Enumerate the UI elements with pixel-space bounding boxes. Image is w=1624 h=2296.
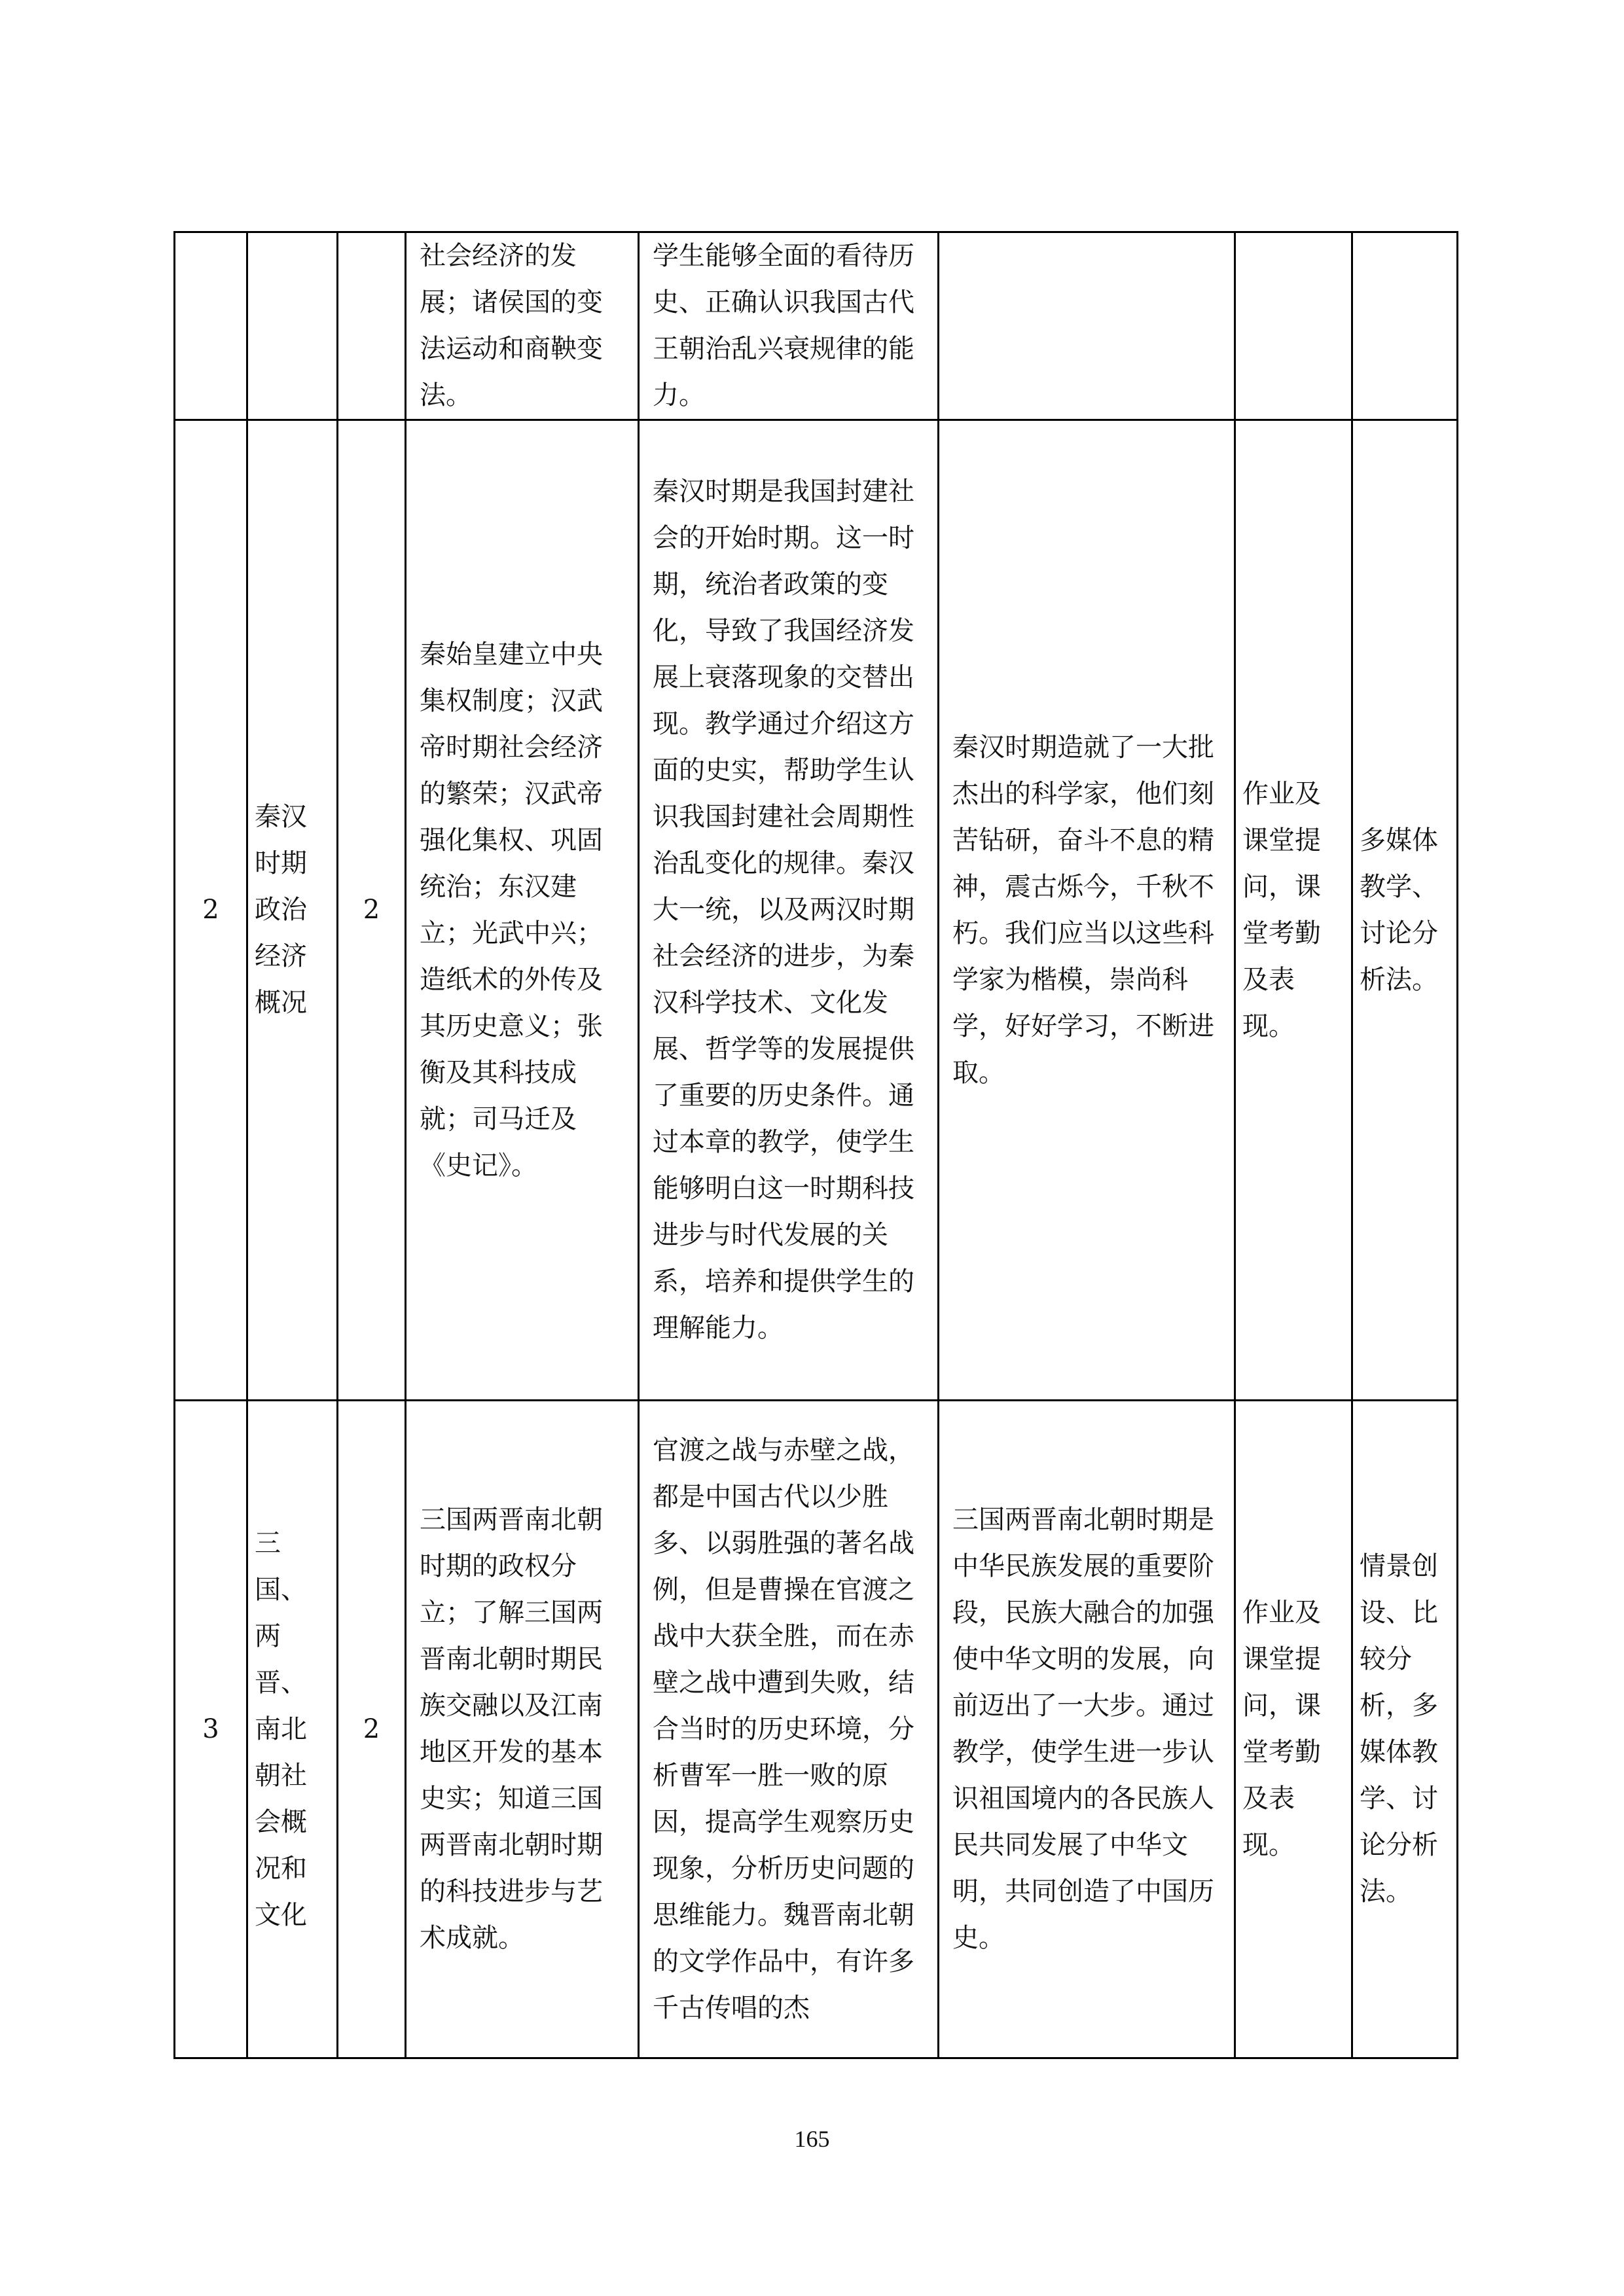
teaching-content-cell: 秦始皇建立中央集权制度；汉武帝时期社会经济的繁荣；汉武帝强化集权、巩固统治；东汉建立；光武中兴；造纸术的外传及其历史意义；张衡及其科技成就；司马迁及《史记》。 (406, 420, 639, 1401)
table-row (175, 420, 1458, 1401)
chapter-title-cell (247, 232, 338, 420)
table-row (175, 1401, 1458, 2058)
page-number: 165 (794, 2126, 830, 2152)
assessment-cell: 作业及课堂提问，课堂考勤及表现。 (1235, 420, 1352, 1401)
chapter-title-cell: 三国、两晋、南北朝社会概况和文化 (247, 1401, 338, 2058)
hours-cell: 2 (338, 420, 406, 1401)
teaching-method-cell: 多媒体教学、讨论分析法。 (1352, 420, 1458, 1401)
teaching-method-cell (1352, 232, 1458, 420)
teaching-content-cell: 社会经济的发展；诸侯国的变法运动和商鞅变法。 (406, 232, 639, 420)
teaching-goals-cell: 官渡之战与赤壁之战，都是中国古代以少胜多、以弱胜强的著名战例，但是曹操在官渡之战中大获全胜，而在赤壁之战中遭到失败，结合当时的历史环境，分析曹军一胜一败的原因，提高学生观察历史现象，分析历史问题的思维能力。魏晋南北朝的文学作品中，有许多千古传唱的杰 (639, 1401, 939, 2058)
teaching-method-cell: 情景创设、比较分析，多媒体教学、讨论分析法。 (1352, 1401, 1458, 2058)
teaching-content-cell: 三国两晋南北朝时期的政权分立；了解三国两晋南北朝时期民族交融以及江南地区开发的基本史实；知道三国两晋南北朝时期的科技进步与艺术成就。 (406, 1401, 639, 2058)
row-number-cell: 3 (175, 1401, 247, 2058)
assessment-cell: 作业及课堂提问，课堂考勤及表现。 (1235, 1401, 1352, 2058)
assessment-cell (1235, 232, 1352, 420)
ideology-cell: 秦汉时期造就了一大批杰出的科学家，他们刻苦钻研，奋斗不息的精神，震古烁今，千秋不朽。我们应当以这些科学家为楷模，崇尚科学，好好学习，不断进取。 (939, 420, 1235, 1401)
table-row (175, 232, 1458, 420)
ideology-cell: 三国两晋南北朝时期是中华民族发展的重要阶段，民族大融合的加强使中华文明的发展，向前迈出了一大步。通过教学，使学生进一步认识祖国境内的各民族人民共同发展了中华文明，共同创造了中国历史。 (939, 1401, 1235, 2058)
teaching-goals-cell: 秦汉时期是我国封建社会的开始时期。这一时期，统治者政策的变化，导致了我国经济发展上衰落现象的交替出现。教学通过介绍这方面的史实，帮助学生认识我国封建社会周期性治乱变化的规律。秦汉大一统，以及两汉时期社会经济的进步，为秦汉科学技术、文化发展、哲学等的发展提供了重要的历史条件。通过本章的教学，使学生能够明白这一时期科技进步与时代发展的关系，培养和提供学生的理解能力。 (639, 420, 939, 1401)
teaching-goals-cell: 学生能够全面的看待历史、正确认识我国古代王朝治乱兴衰规律的能力。 (639, 232, 939, 420)
chapter-title-cell: 秦汉时期政治经济概况 (247, 420, 338, 1401)
row-number-cell: 2 (175, 420, 247, 1401)
ideology-cell (939, 232, 1235, 420)
hours-cell: 2 (338, 1401, 406, 2058)
syllabus-table (173, 231, 1458, 2059)
row-number-cell (175, 232, 247, 420)
hours-cell (338, 232, 406, 420)
